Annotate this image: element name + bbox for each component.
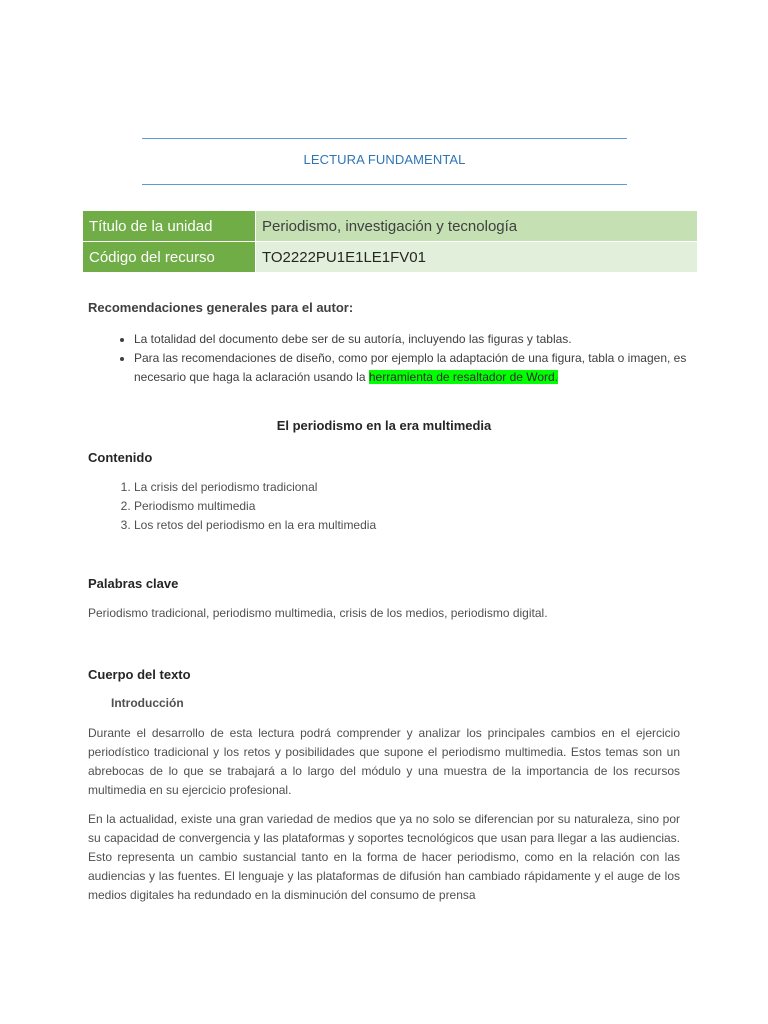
list-item: 3. Los retos del periodismo en la era multimedia <box>134 516 376 535</box>
list-item: 2. Periodismo multimedia <box>134 497 376 516</box>
resource-code-label: Código del recurso <box>83 242 256 273</box>
header-bottom-rule <box>142 184 627 185</box>
highlighted-text: herramienta de resaltador de Word. <box>368 370 559 384</box>
document-title: El periodismo en la era multimedia <box>276 418 492 433</box>
list-item: 1. La crisis del periodismo tradicional <box>134 478 376 497</box>
recommendations-list <box>88 330 724 387</box>
list-item <box>134 349 724 387</box>
body-heading: Cuerpo del texto <box>88 667 191 682</box>
body-paragraph-2: En la actualidad, existe una gran variedad de medios que ya no solo se diferencian por su naturaleza, sino por su capacidad de convergencia y las plataformas y soportes tecnológicos que usan para llegar a las audiencias. Esto representa un cambio sustancial tanto en la forma de hacer periodismo, como en la relación con las audiencias y las fuentes. El lenguaje y las plataformas de difusión han cambiado rápidamente y el auge de los medios digitales ha redundado en la disminución del consumo de prensa <box>88 812 680 902</box>
recommendations-heading: Recomendaciones generales para el autor: <box>88 300 354 315</box>
header-top-rule <box>142 138 627 139</box>
contents-list <box>88 478 376 535</box>
table-row <box>83 242 698 273</box>
page-header-title: LECTURA FUNDAMENTAL <box>303 152 466 167</box>
keywords-heading: Palabras clave <box>88 576 179 591</box>
table-row <box>83 211 698 242</box>
contents-heading: Contenido <box>88 450 153 465</box>
metadata-table <box>82 210 698 273</box>
keywords-text: Periodismo tradicional, periodismo multimedia, crisis de los medios, periodismo digital. <box>88 606 548 620</box>
list-item <box>134 330 724 349</box>
resource-code-value: TO2222PU1E1LE1FV01 <box>256 242 698 273</box>
list-item-text: La totalidad del documento debe ser de su autoría, incluyendo las figuras y tablas. <box>134 332 572 346</box>
unit-title-value: Periodismo, investigación y tecnología <box>256 211 698 242</box>
unit-title-label: Título de la unidad <box>83 211 256 242</box>
body-paragraph-1: Durante el desarrollo de esta lectura podrá comprender y analizar los principales cambios en el ejercicio periodístico tradicional y los retos y posibilidades que supone el periodismo multimedia. Estos temas son un abrebocas de lo que se trabajará a lo largo del módulo y una muestra de la importancia de los recursos multimedia en su ejercicio profesional. <box>88 726 680 797</box>
intro-heading: Introducción <box>111 696 184 710</box>
list-item-text: Para las recomendaciones de diseño, como por ejemplo la adaptación de una figura, tabla o imagen, es necesario que haga la aclaración usando la <box>134 351 687 384</box>
